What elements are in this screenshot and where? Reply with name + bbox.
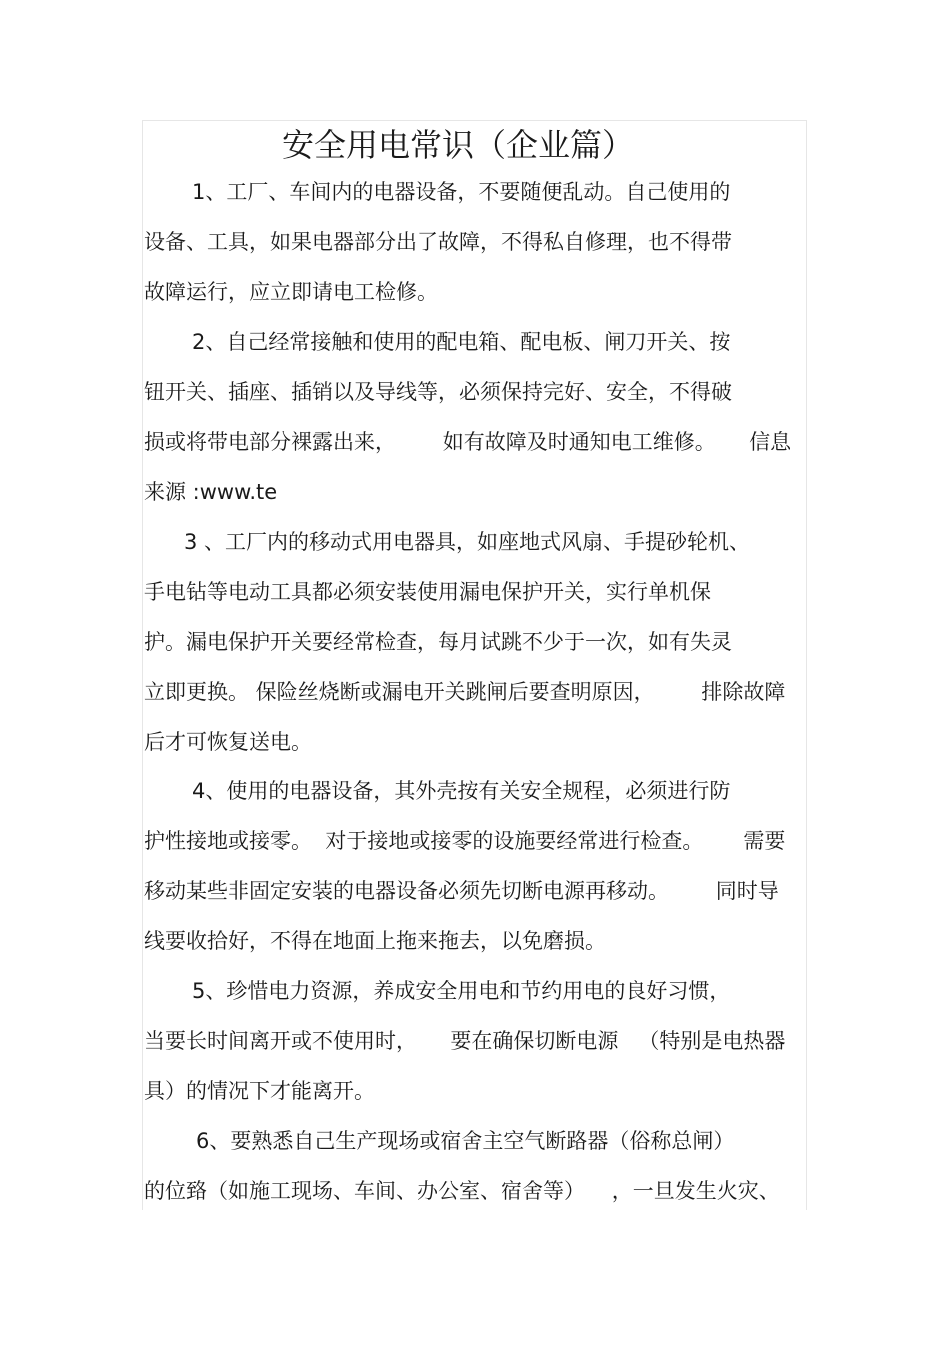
paragraph-6-line-2: 的位臵（如施工现场、车间、办公室、宿舍等） ，一旦发生火灾、 (144, 1179, 780, 1203)
paragraph-5-line-2: 当要长时间离开或不使用时， 要在确保切断电源 （特别是电热器 (144, 1029, 786, 1053)
paragraph-2-line-4: 来源 :www.te (144, 480, 278, 504)
paragraph-5-line-1: 5、珍惜电力资源，养成安全用电和节约用电的良好习惯， (192, 979, 731, 1003)
paragraph-6-line-1: 6、要熟悉自己生产现场或宿舍主空气断路器（俗称总闸） (196, 1129, 735, 1153)
paragraph-4-line-2: 护性接地或接零。 对于接地或接零的设施要经常进行检查。 需要 (144, 829, 786, 853)
document-title: 安全用电常识（企业篇） (282, 126, 635, 164)
paragraph-3-line-4: 立即更换。 保险丝烧断或漏电开关跳闸后要查明原因， 排除故障 (144, 680, 786, 704)
paragraph-3-line-3: 护。漏电保护开关要经常检查，每月试跳不少于一次，如有失灵 (144, 630, 732, 654)
paragraph-1-line-1: 1、工厂、车间内的电器设备，不要随便乱动。自己使用的 (192, 180, 731, 204)
paragraph-2-line-1: 2、自己经常接触和使用的配电箱、配电板、闸刀开关、按 (192, 330, 731, 354)
paragraph-1-line-3: 故障运行，应立即请电工检修。 (144, 280, 438, 304)
paragraph-4-line-3: 移动某些非固定安装的电器设备必须先切断电源再移动。 同时导 (144, 879, 779, 903)
paragraph-1-line-2: 设备、工具，如果电器部分出了故障，不得私自修理，也不得带 (144, 230, 732, 254)
paragraph-3-line-2: 手电钻等电动工具都必须安装使用漏电保护开关，实行单机保 (144, 580, 711, 604)
paragraph-2-line-2: 钮开关、插座、插销以及导线等，必须保持完好、安全，不得破 (144, 380, 732, 404)
paragraph-4-line-4: 线要收拾好，不得在地面上拖来拖去，以免磨损。 (144, 929, 606, 953)
paragraph-2-line-3: 损或将带电部分裸露出来， 如有故障及时通知电工维修。 信息 (144, 430, 792, 454)
paragraph-4-line-1: 4、使用的电器设备，其外壳按有关安全规程，必须进行防 (192, 779, 731, 803)
paragraph-3-line-1: 3 、工厂内的移动式用电器具，如座地式风扇、手提砂轮机、 (184, 530, 751, 554)
paragraph-5-line-3: 具）的情况下才能离开。 (144, 1079, 375, 1103)
paragraph-3-line-5: 后才可恢复送电。 (144, 730, 312, 754)
